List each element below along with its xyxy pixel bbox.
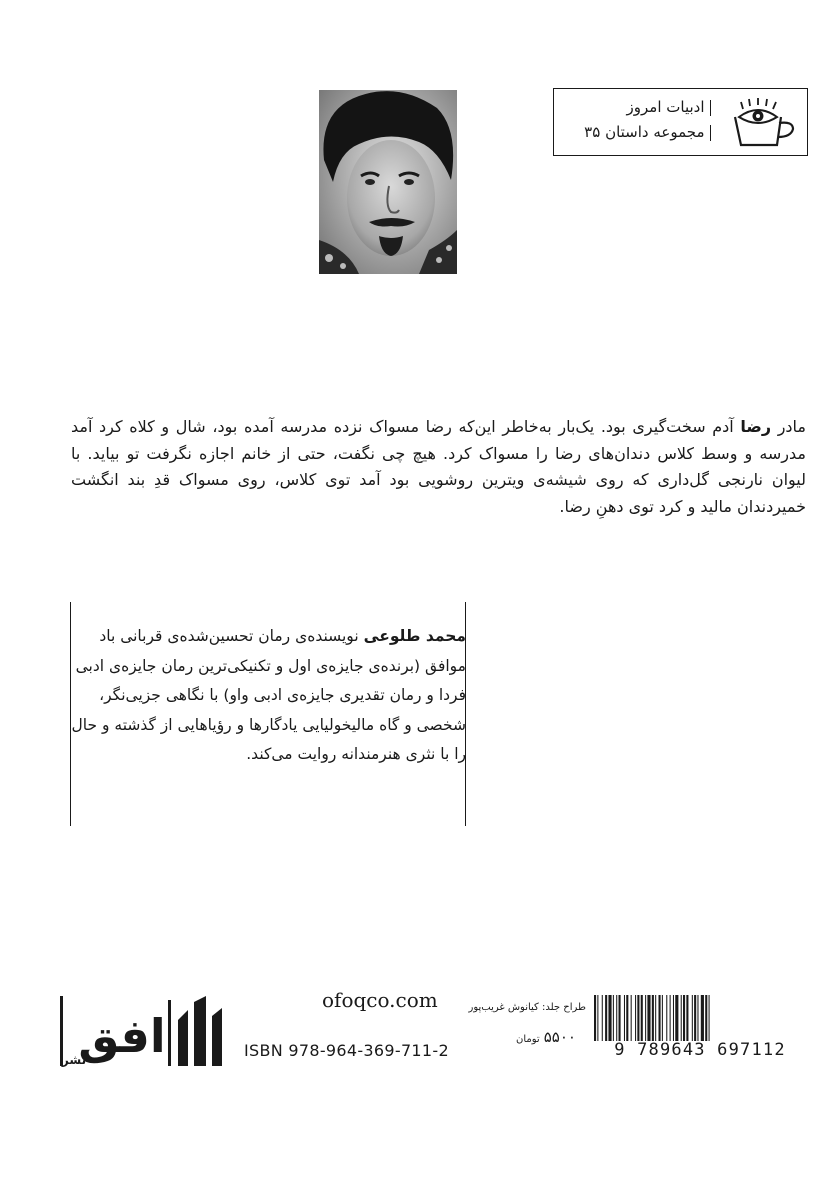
barcode-bar bbox=[605, 995, 607, 1041]
barcode-bar bbox=[701, 995, 704, 1041]
price-currency: تومان bbox=[516, 1034, 540, 1045]
barcode-bar bbox=[641, 995, 643, 1041]
blurb-text-start: مادر bbox=[771, 417, 806, 436]
barcode-bar bbox=[709, 995, 710, 1041]
barcode-bar bbox=[613, 995, 614, 1041]
barcode-bar bbox=[624, 995, 625, 1041]
eye-cup-icon bbox=[721, 95, 801, 151]
barcode-bar bbox=[692, 995, 693, 1041]
publisher-name: افق bbox=[78, 1009, 166, 1063]
barcode-bar bbox=[675, 995, 678, 1041]
series-line-2: مجموعه داستان ۳۵ bbox=[584, 123, 705, 141]
barcode-bar bbox=[631, 995, 632, 1041]
author-name: محمد طلوعی bbox=[363, 627, 466, 645]
barcode-bar bbox=[626, 995, 628, 1041]
series-line-1: ادبیات امروز bbox=[626, 98, 705, 116]
barcode-bar bbox=[637, 995, 639, 1041]
cover-designer-credit: طراح جلد: کیانوش غریب‌پور bbox=[468, 1002, 586, 1013]
blurb-paragraph bbox=[71, 414, 806, 520]
barcode-bar bbox=[673, 995, 674, 1041]
barcode-bar bbox=[619, 995, 621, 1041]
blurb-text-rest: آدم سخت‌گیری بود. یک‌بار به‌خاطر این‌که رضا مسواک نزده مدرسه آمده بود، شال و کلاه کرد آمد مدرسه و وسط کلاس دندان‌های رضا را مسواک کرد. هیچ چی نگفت، حتی از خانم اجازه نگرفت تو بیاید. با لیوان نارنجی گل‌داری که روی شیشه‌ی ویترین روشویی بود آمد توی کلاس، روی مسواک قدِ بند انگشت خمیردندان مالید و کرد توی دهنِ رضا. bbox=[71, 417, 806, 516]
author-bio bbox=[70, 622, 466, 770]
barcode-bar bbox=[670, 995, 671, 1041]
barcode bbox=[590, 995, 810, 1041]
barcode-bar bbox=[655, 995, 656, 1041]
character-name: رضا bbox=[740, 417, 772, 436]
barcode-bar bbox=[635, 995, 636, 1041]
barcode-bar bbox=[616, 995, 617, 1041]
author-photo bbox=[319, 90, 457, 274]
barcode-bar bbox=[608, 995, 611, 1041]
series-box bbox=[553, 88, 808, 156]
barcode-bar bbox=[686, 995, 688, 1041]
price bbox=[516, 1028, 576, 1046]
barcode-bar bbox=[594, 995, 596, 1041]
barcode-bar bbox=[694, 995, 696, 1041]
barcode-bar bbox=[659, 995, 661, 1041]
ofoq-logo-icon bbox=[60, 990, 235, 1070]
barcode-bar bbox=[705, 995, 707, 1041]
price-value: ۵۵۰۰ bbox=[543, 1028, 576, 1046]
barcode-bar bbox=[645, 995, 646, 1041]
barcode-bar bbox=[697, 995, 698, 1041]
barcode-bar bbox=[647, 995, 650, 1041]
barcode-bar bbox=[652, 995, 654, 1041]
barcode-bar bbox=[662, 995, 663, 1041]
barcode-bar bbox=[666, 995, 667, 1041]
publisher-prefix: نشر bbox=[61, 1053, 87, 1067]
series-title bbox=[561, 95, 711, 145]
publisher-website[interactable]: ofoqco.com bbox=[322, 988, 438, 1012]
barcode-bar bbox=[683, 995, 685, 1041]
author-bio-text: نویسنده‌ی رمان تحسین‌شده‌ی قربانی باد موافق (برنده‌ی جایزه‌ی اول و تکنیکی‌ترین رمان جایزه‌ی ادبی فردا و رمان تقدیری جایزه‌ی ادبی واو) با نگاهی جزیی‌نگر، شخصی و گاه مالیخولیایی یادگارها و رؤیاهایی از گذشته و حال را با نثری هنرمندانه روایت می‌کند. bbox=[71, 627, 466, 763]
barcode-bar bbox=[681, 995, 682, 1041]
barcode-bar bbox=[597, 995, 598, 1041]
barcode-bar bbox=[602, 995, 603, 1041]
isbn-number: ISBN 978-964-369-711-2 bbox=[244, 1041, 449, 1060]
barcode-digits: 9 789643 697112 bbox=[614, 1040, 786, 1060]
